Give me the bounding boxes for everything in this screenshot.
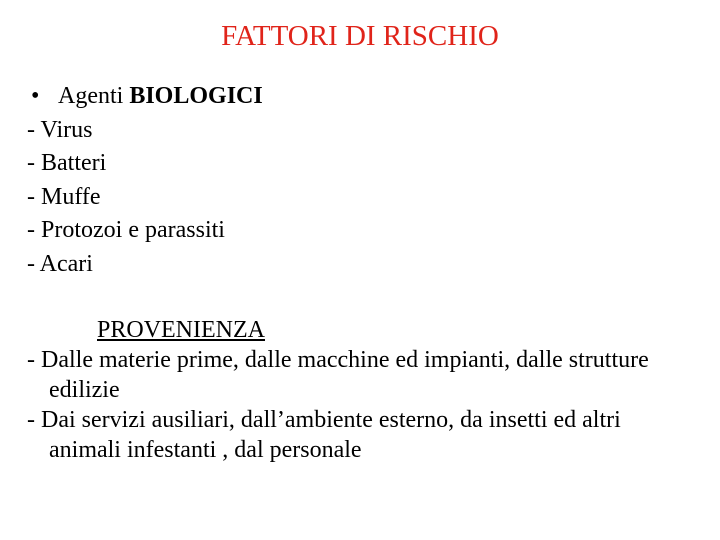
list-item-batteri: - Batteri	[27, 150, 107, 176]
provenance-heading: PROVENIENZA	[97, 317, 265, 343]
provenance-item-services: - Dai servizi ausiliari, dall’ambiente esterno, da insetti ed altri animali infestanti , dal personale	[27, 407, 621, 463]
agents-heading-line	[27, 80, 687, 114]
list-item-acari: - Acari	[27, 250, 93, 277]
list-item-protozoi: - Protozoi e parassiti	[27, 217, 225, 243]
bullet-icon: •	[31, 83, 40, 109]
biological-agents-list	[27, 80, 687, 281]
provenance-item-materials: - Dalle materie prime, dalle macchine ed impianti, dalle strutture edilizie	[27, 347, 649, 403]
agents-prefix: Agenti	[58, 83, 130, 109]
slide-title: FATTORI DI RISCHIO	[221, 20, 499, 52]
list-item-virus: - Virus	[27, 116, 93, 143]
agents-category: BIOLOGICI	[129, 83, 263, 109]
provenance-section	[27, 315, 697, 465]
list-item-muffe: - Muffe	[27, 183, 101, 210]
